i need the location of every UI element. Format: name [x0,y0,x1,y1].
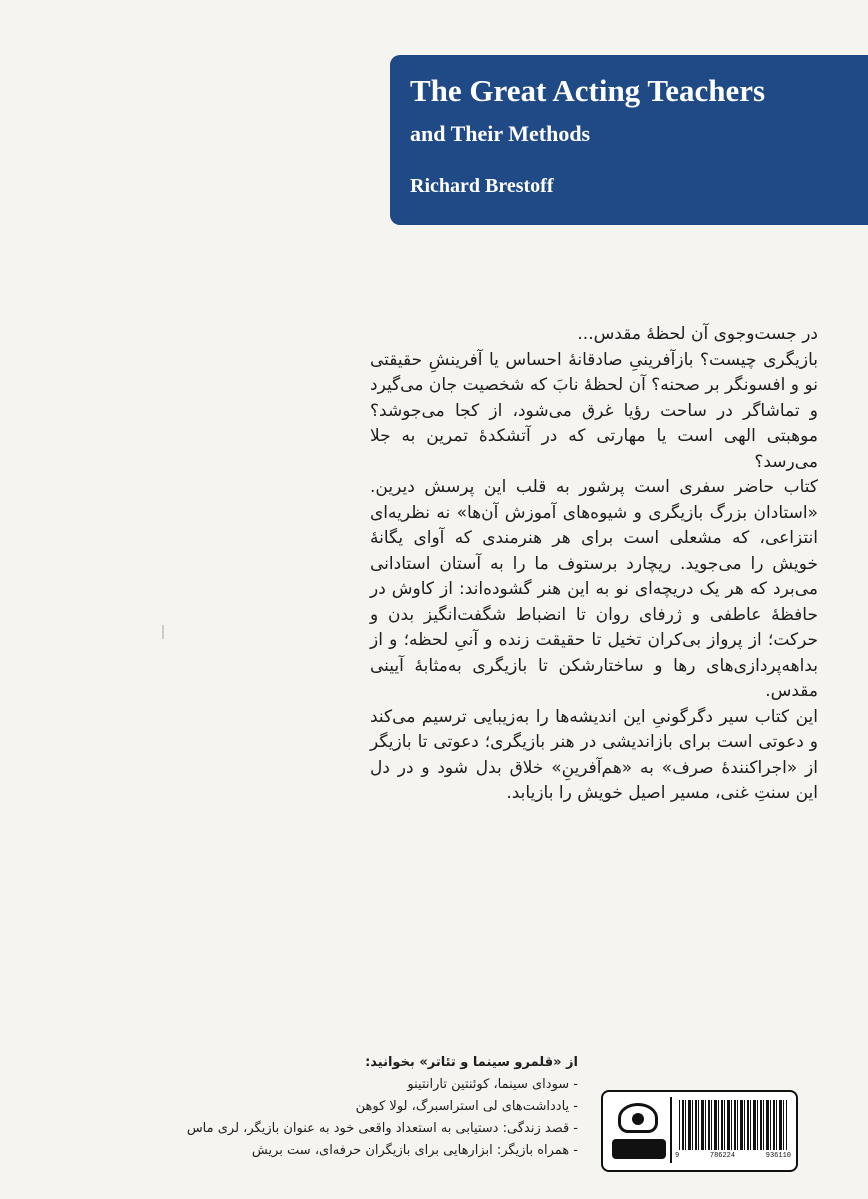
further-reading-list [150,1074,578,1162]
title-banner [390,55,868,225]
list-item: - سودای سینما، کوئنتین تارانتینو [407,1077,578,1092]
book-author: Richard Brestoff [410,175,554,197]
blurb-paragraph: بازیگری چیست؟ بازآفرینیِ صادقانهٔ احساس یا آفرینشِ حقیقتی نو و افسونگر بر صحنه؟ آن لحظهٔ نابَ که شخصیت جان می‌گیرد و تماشاگر در ساحت رؤیا غرق می‌شود، از کجا می‌جوشد؟ موهبتی الهی است یا مهارتی که در آتشکدهٔ تمرین به جلا می‌رسد؟ [370,349,818,472]
list-item: - همراه بازیگر: ابزارهایی برای بازیگران حرفه‌ای، ست بریش [251,1143,578,1158]
further-reading-heading: از «قلمرو سینما و تئاتر» بخوانید: [365,1055,578,1070]
barcode-panel [601,1090,798,1172]
barcode-digit-group: 936110 [765,1152,791,1160]
further-reading [150,1052,578,1162]
publisher-emblem-icon [618,1103,658,1133]
list-item: - قصد زندگی: دستیابی به استعداد واقعی خود به عنوان بازیگر، لری ماس [186,1121,578,1136]
barcode-digit-group: 9 [675,1152,680,1160]
list-item: - یادداشت‌های لی استراسبرگ، لولا کوهن [355,1099,578,1114]
blurb-text [370,322,818,807]
barcode-icon [679,1100,787,1150]
blurb-paragraph: کتاب حاضر سفری است پرشور به قلب این پرسش دیرین. «استادان بزرگ بازیگری و شیوه‌های آموزش آن‌ها» نه نظریه‌ای انتزاعی، که مشعلی است برای هر هنرمندی که آوای یگانهٔ خویش را می‌جوید. ریچارد برستوف ما را به آستان استادانی می‌برد که هر یک دریچه‌ای نو به این هنر گشوده‌اند: از کاوش در حافظهٔ عاطفی و ژرفای روان تا انضباط شگفت‌انگیز بدن و حرکت؛ از پرواز بی‌کران تخیل تا حقیقت زنده و آنیِ لحظه؛ و از بداهه‌پردازی‌های رها و ساختارشکن تا بازیگری به‌مثابهٔ آیینی مقدس. [370,477,818,701]
print-mark [162,625,164,639]
barcode-digit-group: 786224 [709,1152,736,1160]
book-subtitle: and Their Methods [410,121,591,146]
blurb-paragraph: این کتاب سیر دگرگونیِ این اندیشه‌ها را به‌زیبایی ترسیم می‌کند و دعوتی است برای بازاندیشی در هنر بازیگری؛ دعوتی تا بازیگر از «اجراکنندهٔ صرف» به «هم‌آفرینِ» خلاق بدل شود و در دل این سنتِ غنی، مسیر اصیل خویش را بازیابد. [370,706,818,803]
barcode-number [675,1152,791,1160]
publisher-wordmark [612,1139,666,1159]
publisher-logo-icon [608,1097,672,1163]
book-title: The Great Acting Teachers [410,73,766,108]
blurb-paragraph: در جست‌وجوی آن لحظهٔ مقدس... [577,324,818,344]
